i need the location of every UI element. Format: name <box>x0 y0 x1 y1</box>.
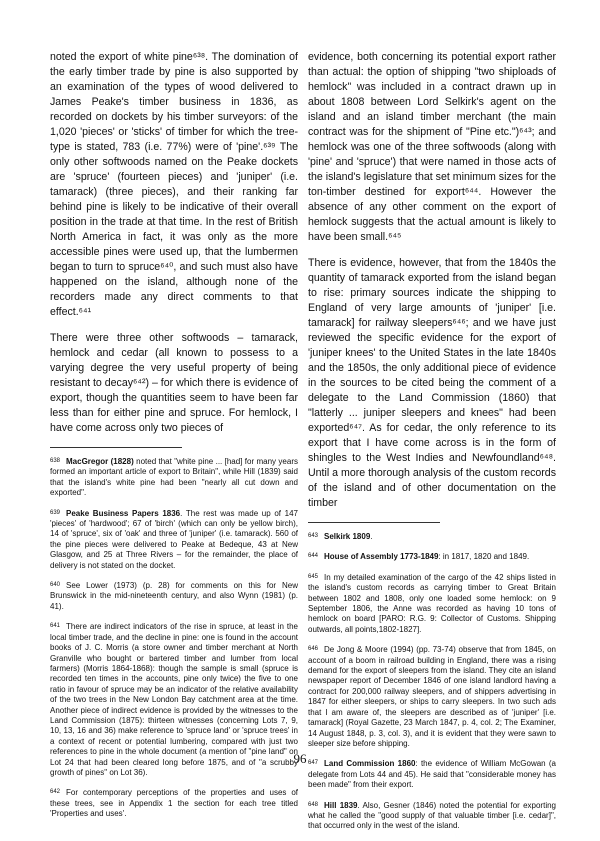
footnote-text: . <box>370 532 373 541</box>
footnote-text: noted that "white pine ... [had] for many years formed an important article of export to Britain", while Hill (1839) said that the island's white pine had been "nearly all cut down and exported". <box>50 457 298 498</box>
footnote-number: 643 <box>308 533 319 539</box>
footnote-text: There are indirect indicators of the rise in spruce, at least in the local timber trade, and the decline in pine: one is found in the account books of J. C. Morris (a store owner and timber merchant at North Granville who bought or bartered timber and lumber from local farmers) (Morris 1864-1868): though the sample is small (spruce is recorded ten times in the accounts, pine only twice) the five to one ratio in favour of spruce may be an indicator of the relative availability of the two trees in the New London Bay catchment area at the time. Another piece of indirect evidence is provided by the witnesses to the Land Commission (1875): thirteen witnesses (concerning Lots 7, 9, 10, 13, 16 and 36) make reference to 'spruce land' or 'spruce trees' in a context of recent or potential lumbering, compared with just two references to pine in the whole document (a mention of "pine land" on Lot 24 that had been cleared long before 1875, and of "a scrubby growth of pines" on Lot 36). <box>50 622 298 777</box>
left-column <box>50 50 298 829</box>
footnote-reference: House of Assembly 1773-1849 <box>324 552 439 562</box>
body-paragraph: noted the export of white pine⁶³⁸. The domination of the early timber trade by pine is also supported by an examination of the types of wood delivered to James Peake's timber business in 1836, as recorded on dockets by his timber surveyors: of the 1,020 'pieces' or 'sticks' of timber for which the tree-type is stated, 783 (i.e. 77%) were of 'pine'.⁶³⁹ The only other softwoods named on the Peake dockets are 'spruce' (fourteen pieces) and 'juniper' (i.e. tamarack) (three pieces), and their ranking far behind pine is likely to be indicative of their overall position in the trade at that time. In the rest of British North America in fact, it was only as the more accessible pines were used up, that the lumbermen began to turn to spruce⁶⁴⁰, and such must also have happened on the island, although none of the recorders made any direct comments to that effect.⁶⁴¹ <box>50 51 298 318</box>
footnote-text: In my detailed examination of the cargo of the 42 ships listed in the island's custom records as carrying timber to Great Britain between 1802 and 1808, only one loaded some hemlock: on 9 September 1806, the Anne was recorded as having 10 tons of hemlock on board [PARO: R.G. 9: Collector of Customs. Shipping outwards, all points,1802-1827]. <box>308 572 556 634</box>
footnote-number: 639 <box>50 509 61 516</box>
footnote-number: 641 <box>50 623 61 630</box>
footnote-number: 640 <box>50 582 61 589</box>
footnote-text: : the evidence of William McGowan (a delegate from Lots 44 and 45). He said that "considerable money has been made" from their export. <box>308 759 556 790</box>
footnote <box>50 580 298 612</box>
footnote <box>308 531 556 542</box>
body-paragraph: There is evidence, however, that from the 1840s the quantity of tamarack exported from the island began to rise: primary sources indicate the shipping to England of very large amounts of 'juniper' [i.e. tamarack] for railway sleepers⁶⁴⁶; and we have just reviewed the specific evidence for the export of 'juniper knees' to the United States in the late 1840s and the 1850s, the only additional piece of evidence in the sources to be cited being the comment of a delegate to the Land Commission (1860) that "latterly ... juniper sleepers and knees" had been exported⁶⁴⁷. As for cedar, the only reference to its export that I have come across is in the form of shingles to the West Indies and Newfoundland⁶⁴⁸. Until a more thorough analysis of the custom records of the island and of other documentation on the timber <box>308 257 556 509</box>
footnote-divider <box>308 522 440 523</box>
footnote <box>308 551 556 562</box>
footnote-reference: Selkirk 1809 <box>324 532 371 541</box>
footnote-reference: Hill 1839 <box>324 800 358 810</box>
footnote-divider <box>50 447 182 448</box>
footnote-reference: Land Commission 1860 <box>324 759 416 769</box>
page-number: 96 <box>293 751 307 766</box>
right-column <box>308 50 556 841</box>
footnote <box>308 644 556 749</box>
footnote <box>308 572 556 635</box>
footnote-text: : in 1817, 1820 and 1849. <box>438 552 530 562</box>
footnote-text: . Also, Gesner (1846) noted the potential for exporting what he called the "good supply of that valuable timber [i.e. cedar]", that occurred only in the west of the island. <box>308 800 556 831</box>
footnote <box>50 456 298 499</box>
footnote-text: De Jong & Moore (1994) (pp. 73-74) observe that from 1845, on account of a boom in railroad building in England, there was a rising demand for the export of sleepers from the island. They cite an island newspaper report of December 1846 of one island landlord having a contract for 200,000 railway sleepers, and of shippers advertising in 1847 for either sleepers, or ships to carry sleepers. In two such ads that I am aware of, the sleepers are described as of 'juniper' [i.e. tamarack] (Royal Gazette, 23 March 1847, p. 4, col. 2; The Examiner, 14 August 1848, p. 3, col. 3), and it is evident that they were sawn to sleeper size before shipping. <box>308 645 556 748</box>
footnote-number: 644 <box>308 553 319 560</box>
footnote-number: 645 <box>308 573 319 580</box>
footnote-text: For contemporary perceptions of the properties and uses of these trees, see in Appendix 1 the section for each tree titled 'Properties and uses'. <box>50 788 298 819</box>
footnote <box>308 800 556 832</box>
body-paragraph: There were three other softwoods – tamarack, hemlock and cedar (all known to possess to a varying degree the very useful property of being resistant to decay⁶⁴²) – for which there is evidence of export, though the quantities seem to have been far less than for either pine and spruce. For hemlock, I have come across only two pieces of <box>50 332 298 434</box>
footnote-number: 642 <box>50 789 61 796</box>
footnote-number: 638 <box>50 458 61 464</box>
footnote-number: 648 <box>308 801 319 808</box>
footnote-reference: MacGregor (1828) <box>66 457 134 466</box>
footnote-number: 647 <box>308 760 319 767</box>
footnote-text: See Lower (1973) (p. 28) for comments on this for New Brunswick in the mid-nineteenth century, and also Wynn (1981) (p. 41). <box>50 581 298 611</box>
footnote <box>50 508 298 571</box>
footnote-reference: Peake Business Papers 1836 <box>66 508 181 518</box>
footnote <box>50 787 298 819</box>
body-paragraph: evidence, both concerning its potential export rather than actual: the option of shipping "two shiploads of hemlock" was included in a contract drawn up in about 1808 between Lord Selkirk's agent on the island and an island timber merchant (the main contract was for the shipment of "Pine etc.")⁶⁴³; and hemlock was one of the three softwoods (along with 'pine' and 'spruce') that were named in those acts of the island's legislature that set minimum sizes for the ton-timber destined for export⁶⁴⁴. However the absence of any other comment on the export of hemlock suggests that the actual amount is likely to have been small.⁶⁴⁵ <box>308 51 556 243</box>
footnote-text: . The rest was made up of 147 'pieces' of 'hardwood'; 67 of 'birch' (which can only be yellow birch), 14 of 'spruce', six of 'oak' and three of 'juniper' (i.e. tamarack). 560 of the pine pieces were delivered to Peake at Bedeque, 43 at New Glasgow, and 25 at Three Rivers – for the remainder, the place of delivery is not stated on the docket. <box>50 508 298 570</box>
footnote-number: 646 <box>308 646 319 653</box>
